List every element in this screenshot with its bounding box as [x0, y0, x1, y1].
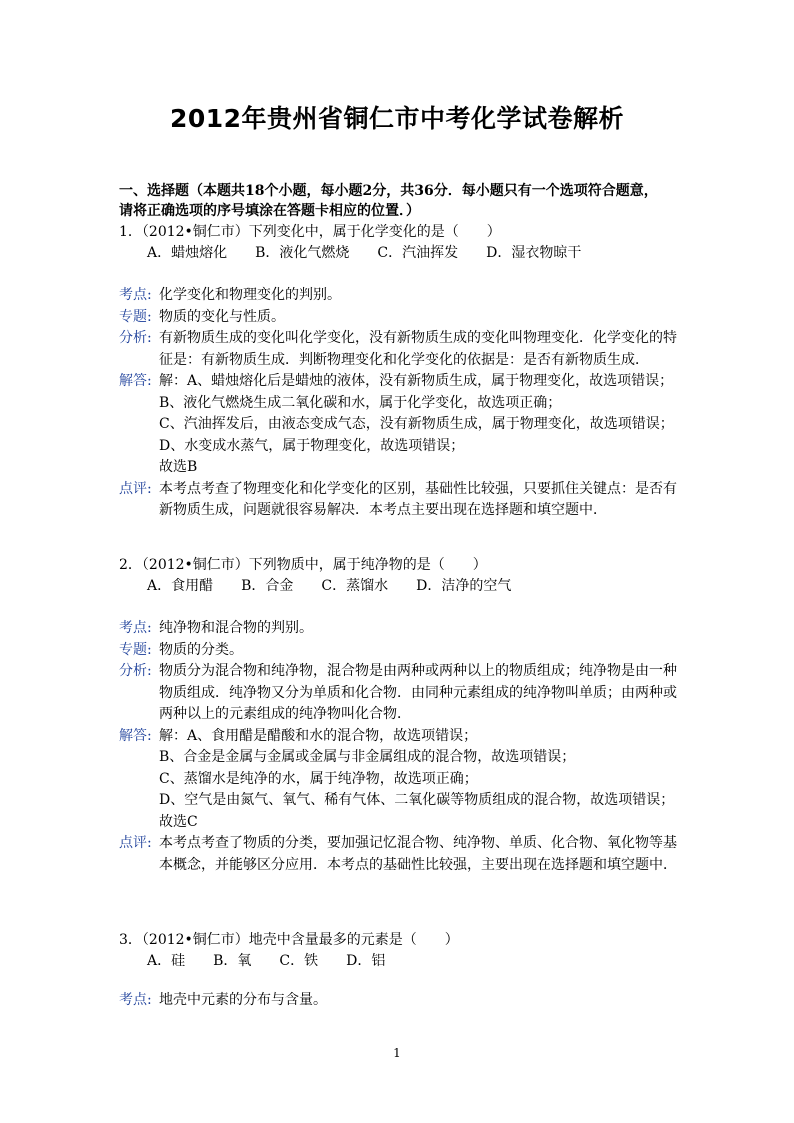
jieda-line: 故选B	[159, 459, 198, 475]
question-1	[119, 222, 679, 264]
fenxi-row	[119, 328, 679, 371]
kaodian-text: 地壳中元素的分布与含量。	[159, 992, 327, 1008]
zhuanti-label: 专题:	[119, 641, 152, 658]
jieda-line: B、合金是金属与金属或金属与非金属组成的混合物，故选项错误；	[159, 749, 576, 765]
kaodian-label: 考点:	[119, 992, 152, 1008]
answer-block-2	[119, 618, 679, 876]
question-stem: 2．（2012•铜仁市）下列物质中，属于纯净物的是（ ）	[119, 557, 487, 573]
page-number: 1	[393, 1046, 401, 1060]
dianping-text: 本考点考查了物理变化和化学变化的区别，基础性比较强，只要抓住关键点：是否有新物质生成，问题就很容易解决．本考点主要出现在选择题和填空题中．	[159, 480, 677, 518]
answer-block-1	[119, 285, 679, 522]
zhuanti-label: 专题:	[119, 308, 152, 325]
kaodian-row	[119, 618, 679, 640]
dianping-label: 点评:	[119, 480, 152, 497]
kaodian-row	[119, 285, 679, 307]
zhuanti-text: 物质的分类。	[159, 641, 243, 658]
kaodian-text: 化学变化和物理变化的判别。	[159, 287, 341, 303]
fenxi-label: 分析:	[119, 330, 152, 346]
question-2	[119, 555, 679, 597]
jieda-text	[159, 726, 679, 834]
jieda-line: B、液化气燃烧生成二氧化碳和水，属于化学变化，故选项正确；	[159, 394, 562, 411]
zhuanti-text: 物质的变化与性质。	[159, 308, 285, 325]
dianping-row	[119, 479, 679, 522]
kaodian-label: 考点:	[119, 620, 152, 636]
jieda-label: 解答:	[119, 727, 152, 744]
fenxi-text: 物质分为混合物和纯净物，混合物是由两种或两种以上的物质组成；纯净物是由一种物质组成．纯净物又分为单质和化合物．由同种元素组成的纯净物叫单质；由两种或两种以上的元素组成的纯净物叫化合物．	[159, 663, 677, 722]
question-stem: 3．（2012•铜仁市）地壳中含量最多的元素是（ ）	[119, 932, 459, 948]
question-options: A．硅 B．氧 C．铁 D．铝	[147, 953, 386, 969]
section-heading	[119, 181, 679, 221]
jieda-line: 解：A、食用醋是醋酸和水的混合物，故选项错误；	[159, 727, 478, 744]
jieda-line: C、汽油挥发后，由液态变成气态，没有新物质生成，属于物理变化，故选项错误；	[159, 416, 674, 432]
section-heading-line-1: 一、选择题（本题共18个小题，每小题2分，共36分．每小题只有一个选项符合题意，	[119, 183, 658, 199]
dianping-row	[119, 833, 679, 876]
question-stem: 1．（2012•铜仁市）下列变化中，属于化学变化的是（ ）	[119, 224, 501, 240]
question-options: A．蜡烛熔化 B．液化气燃烧 C．汽油挥发 D．湿衣物晾干	[147, 245, 582, 261]
jieda-line: 故选C	[159, 813, 198, 830]
section-heading-line-2: 请将正确选项的序号填涂在答题卡相应的位置．）	[119, 203, 420, 219]
kaodian-text: 纯净物和混合物的判别。	[159, 620, 313, 636]
jieda-label: 解答:	[119, 373, 152, 389]
jieda-line: 解：A、蜡烛熔化后是蜡烛的液体，没有新物质生成，属于物理变化，故选项错误；	[159, 373, 674, 389]
jieda-text	[159, 371, 679, 479]
jieda-line: D、水变成水蒸气，属于物理变化，故选项错误；	[159, 437, 465, 454]
fenxi-text: 有新物质生成的变化叫化学变化，没有新物质生成的变化叫物理变化．化学变化的特征是：有新物质生成．判断物理变化和化学变化的依据是：是否有新物质生成．	[159, 330, 677, 368]
fenxi-row	[119, 661, 679, 726]
kaodian-row	[119, 990, 679, 1012]
question-3	[119, 930, 679, 972]
fenxi-label: 分析:	[119, 663, 152, 679]
answer-block-3	[119, 990, 679, 1012]
zhuanti-row	[119, 640, 679, 662]
jieda-row	[119, 726, 679, 834]
jieda-line: D、空气是由氮气、氧气、稀有气体、二氧化碳等物质组成的混合物，故选项错误；	[159, 792, 675, 808]
question-options: A．食用醋 B．合金 C．蒸馏水 D．洁净的空气	[147, 578, 512, 594]
kaodian-label: 考点:	[119, 287, 152, 303]
dianping-label: 点评:	[119, 835, 152, 851]
jieda-line: C、蒸馏水是纯净的水，属于纯净物，故选项正确；	[159, 770, 478, 787]
zhuanti-row	[119, 307, 679, 329]
page-title: 2012年贵州省铜仁市中考化学试卷解析	[169, 104, 625, 133]
dianping-text: 本考点考查了物质的分类，要加强记忆混合物、纯净物、单质、化合物、氧化物等基本概念，并能够区分应用．本考点的基础性比较强，主要出现在选择题和填空题中．	[159, 835, 677, 873]
jieda-row	[119, 371, 679, 479]
